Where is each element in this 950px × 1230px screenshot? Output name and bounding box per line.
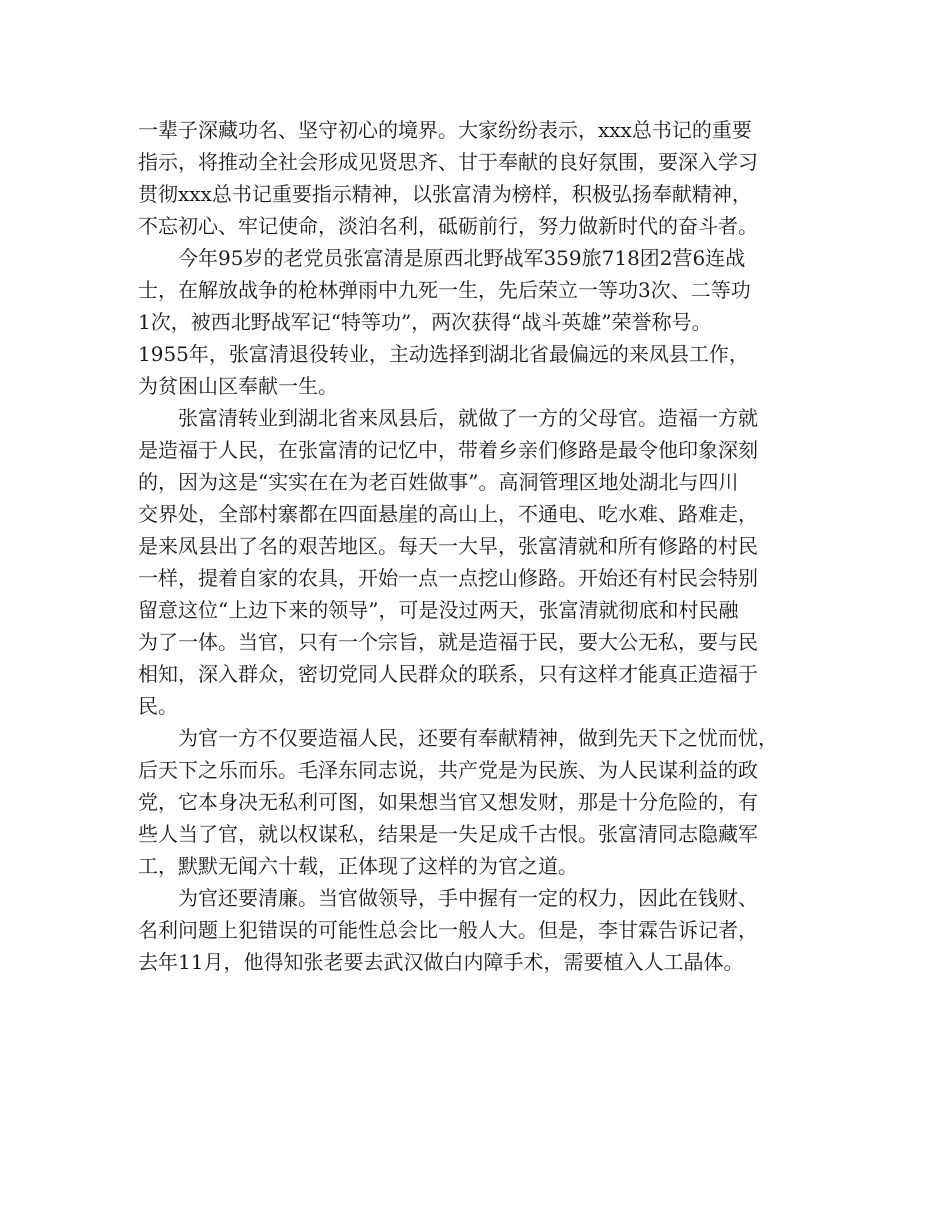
paragraph-3 bbox=[138, 402, 828, 722]
text-line: 1次，被西北野战军记“特等功”，两次获得“战斗英雄”荣誉称号。 bbox=[138, 310, 712, 334]
text-line: 后天下之乐而乐。毛泽东同志说，共产党是为民族、为人民谋利益的政 bbox=[138, 758, 758, 782]
text-line: 士，在解放战争的枪林弹雨中九死一生，先后荣立一等功3次、二等功 bbox=[138, 278, 751, 302]
document-page bbox=[138, 114, 828, 978]
text-line: 为官一方不仅要造福人民，还要有奉献精神，做到先天下之忧而忧， bbox=[138, 726, 778, 750]
text-line: 为官还要清廉。当官做领导，手中握有一定的权力，因此在钱财、 bbox=[138, 886, 758, 910]
text-line: 留意这位“上边下来的领导”，可是没过两天，张富清就彻底和村民融 bbox=[138, 598, 739, 622]
text-line: 民。 bbox=[138, 694, 178, 718]
text-line: 工，默默无闻六十载，正体现了这样的为官之道。 bbox=[138, 854, 578, 878]
paragraph-1 bbox=[138, 114, 828, 242]
text-line: 1955年，张富清退役转业，主动选择到湖北省最偏远的来凤县工作， bbox=[138, 342, 749, 366]
paragraph-5 bbox=[138, 882, 828, 978]
text-line: 今年95岁的老党员张富清是原西北野战军359旅718团2营6连战 bbox=[138, 246, 746, 270]
text-line: 去年11月，他得知张老要去武汉做白内障手术，需要植入人工晶体。 bbox=[138, 950, 744, 974]
text-line: 贯彻xxx总书记重要指示精神，以张富清为榜样，积极弘扬奉献精神， bbox=[138, 182, 752, 206]
paragraph-4 bbox=[138, 722, 828, 882]
text-line: 的，因为这是“实实在在为老百姓做事”。高洞管理区地处湖北与四川 bbox=[138, 470, 739, 494]
text-line: 指示，将推动全社会形成见贤思齐、甘于奉献的良好氛围，要深入学习 bbox=[138, 150, 758, 174]
text-line: 名利问题上犯错误的可能性总会比一般人大。但是，李甘霖告诉记者， bbox=[138, 918, 758, 942]
text-line: 是造福于人民，在张富清的记忆中，带着乡亲们修路是最令他印象深刻 bbox=[138, 438, 758, 462]
text-line: 相知，深入群众，密切党同人民群众的联系，只有这样才能真正造福于 bbox=[138, 662, 758, 686]
text-line: 不忘初心、牢记使命，淡泊名利，砥砺前行，努力做新时代的奋斗者。 bbox=[138, 214, 758, 238]
text-line: 一辈子深藏功名、坚守初心的境界。大家纷纷表示，xxx总书记的重要 bbox=[138, 118, 752, 142]
paragraph-2 bbox=[138, 242, 828, 402]
text-line: 是来凤县出了名的艰苦地区。每天一大早，张富清就和所有修路的村民 bbox=[138, 534, 758, 558]
text-line: 为贫困山区奉献一生。 bbox=[138, 374, 338, 398]
text-line: 些人当了官，就以权谋私，结果是一失足成千古恨。张富清同志隐藏军 bbox=[138, 822, 758, 846]
text-line: 张富清转业到湖北省来凤县后，就做了一方的父母官。造福一方就 bbox=[138, 406, 758, 430]
text-line: 为了一体。当官，只有一个宗旨，就是造福于民，要大公无私，要与民 bbox=[138, 630, 758, 654]
text-line: 交界处，全部村寨都在四面悬崖的高山上，不通电、吃水难、路难走， bbox=[138, 502, 758, 526]
text-line: 一样，提着自家的农具，开始一点一点挖山修路。开始还有村民会特别 bbox=[138, 566, 758, 590]
text-line: 党，它本身决无私利可图，如果想当官又想发财，那是十分危险的，有 bbox=[138, 790, 758, 814]
